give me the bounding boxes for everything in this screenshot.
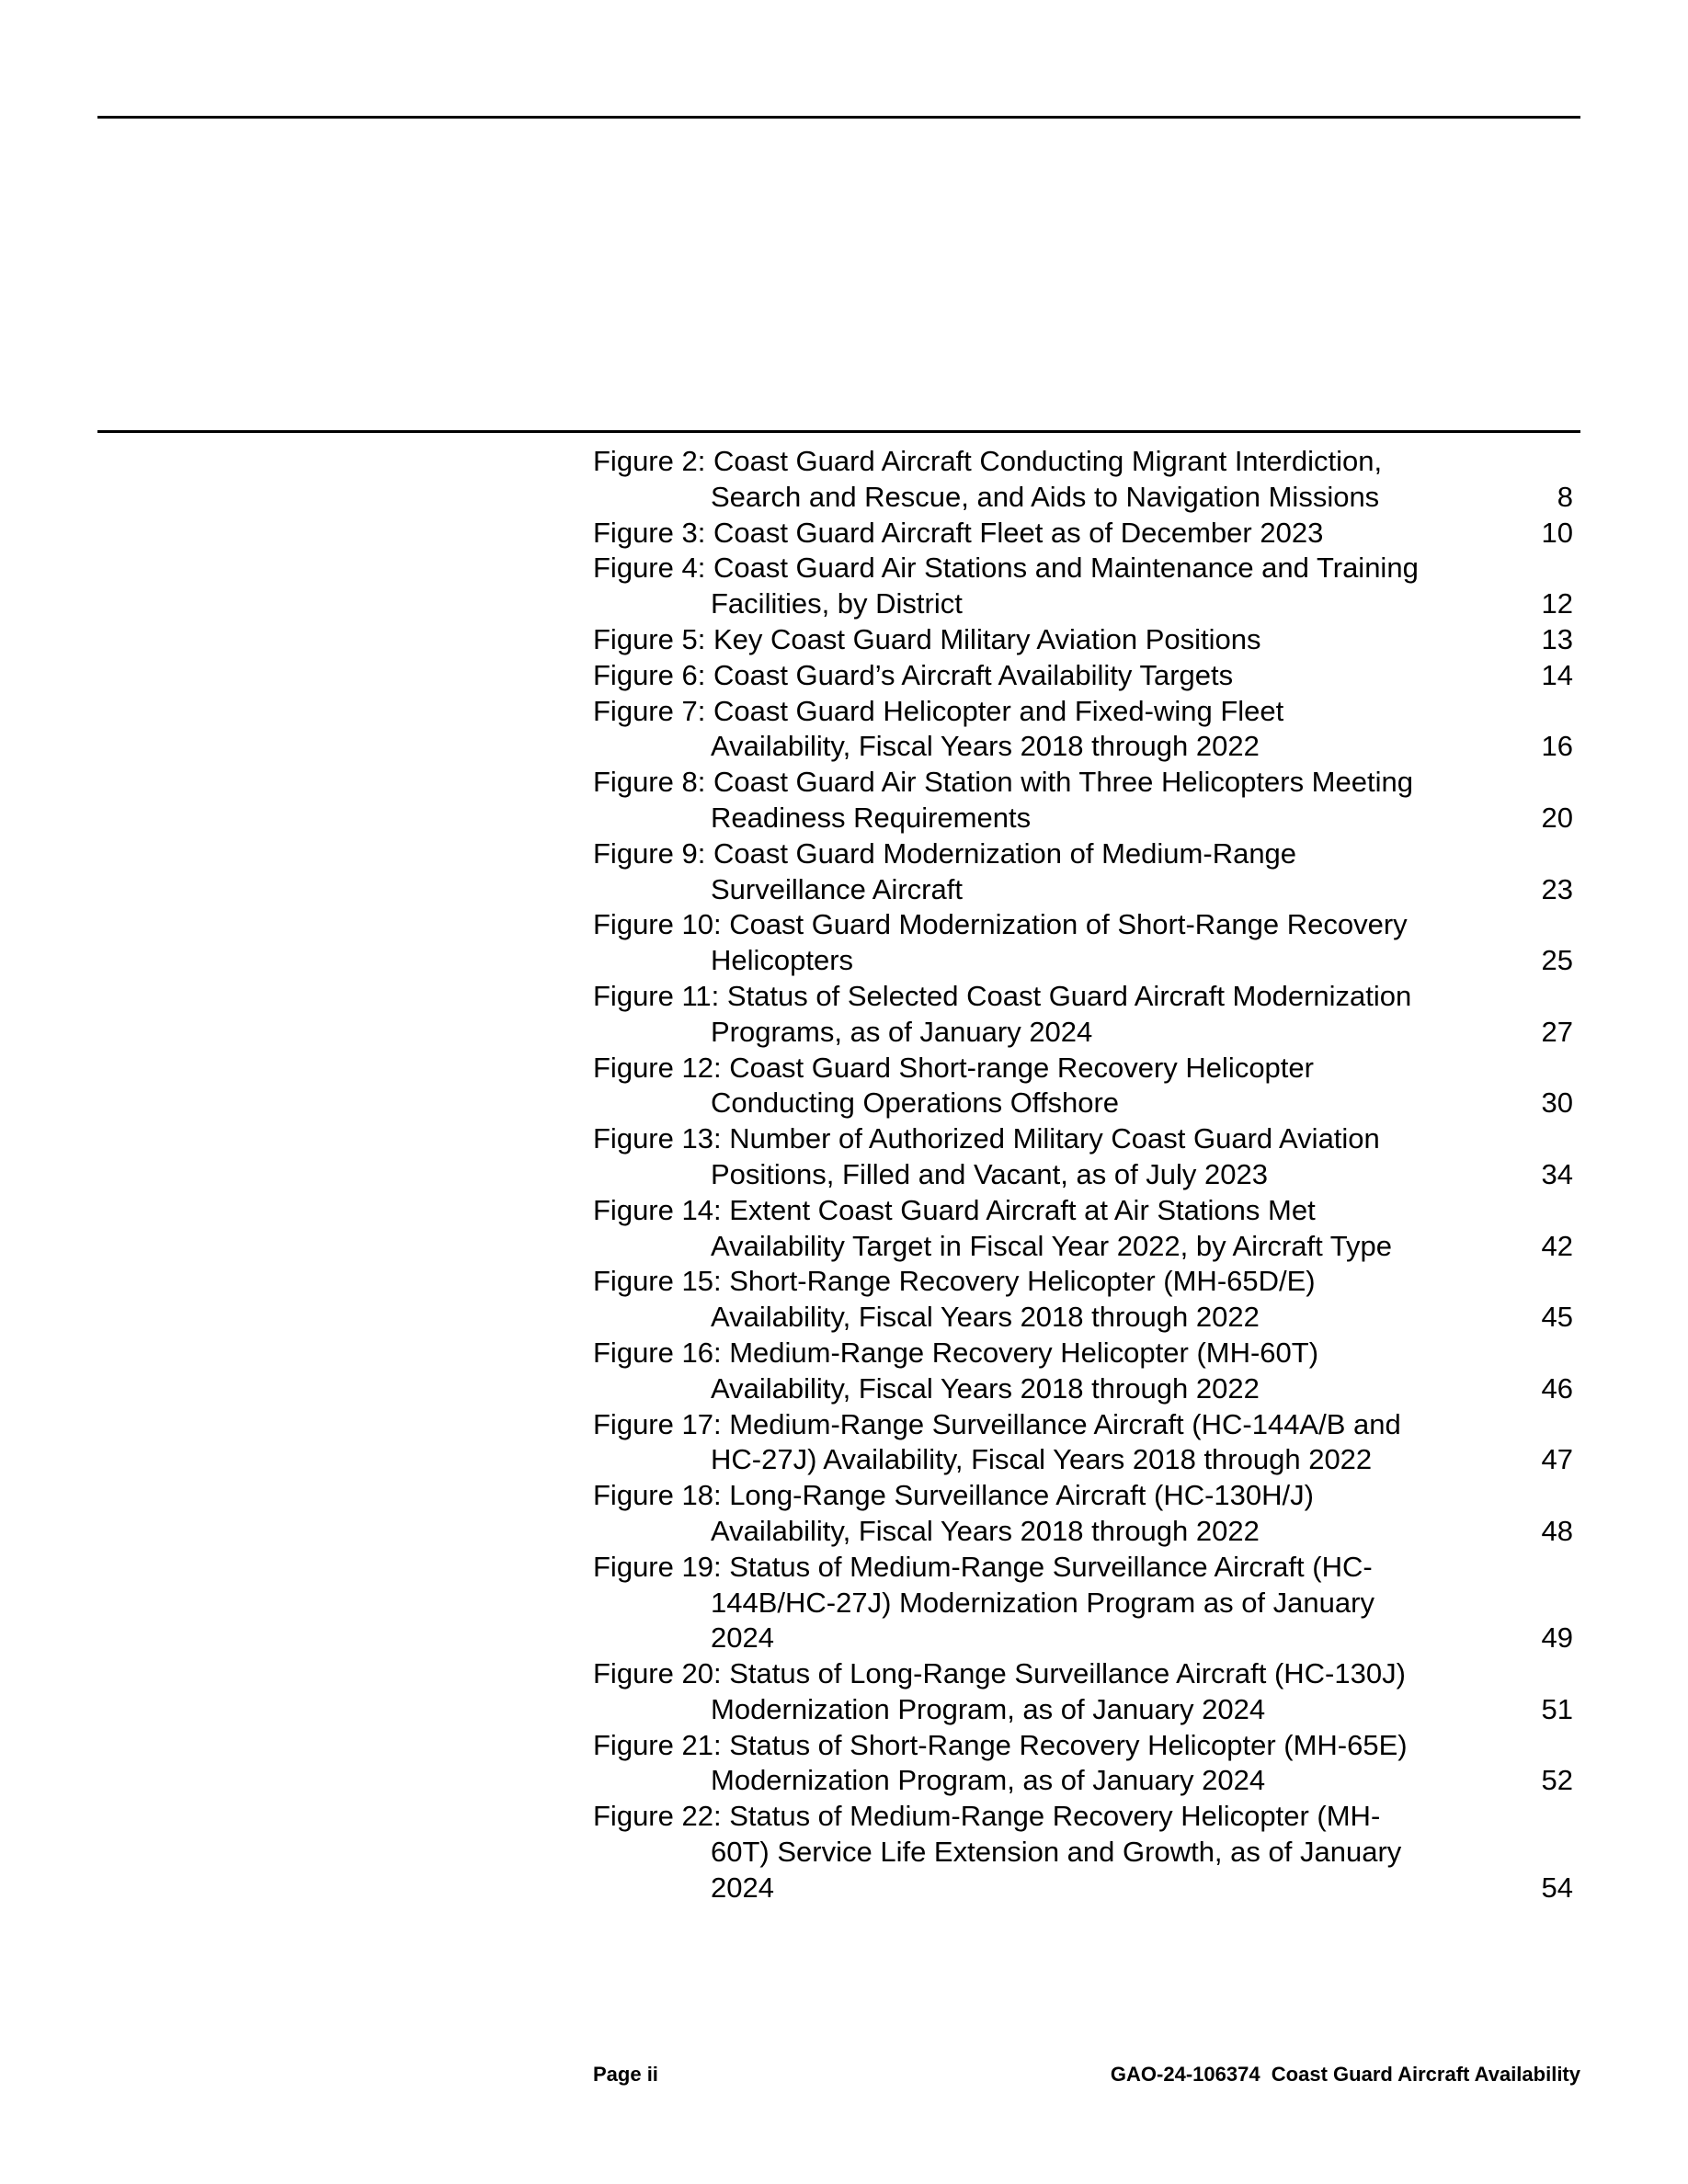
toc-entry-page-number: 25 [1541, 944, 1573, 977]
toc-entry-title-continued: Availability, Fiscal Years 2018 through 2022 [711, 1514, 1260, 1547]
toc-entry-title: Figure 15: Short-Range Recovery Helicopter (MH-65D/E) [593, 1265, 1316, 1298]
toc-entry[interactable] [593, 1550, 1584, 1656]
toc-entry-page-number: 16 [1541, 730, 1573, 763]
toc-entry-page-number: 52 [1541, 1764, 1573, 1797]
toc-entry-title-continued: Modernization Program, as of January 2024 [711, 1764, 1266, 1797]
toc-entry[interactable] [593, 444, 1584, 516]
toc-entry-title-continued: Availability, Fiscal Years 2018 through 2022 [711, 1301, 1260, 1334]
toc-entry-title: Figure 4: Coast Guard Air Stations and Maintenance and Training [593, 552, 1419, 585]
toc-entry[interactable] [593, 836, 1584, 908]
toc-entry[interactable] [593, 1264, 1584, 1336]
toc-entry-page-number: 13 [1541, 622, 1573, 655]
toc-entry-title-continued: 2024 [711, 1621, 774, 1655]
toc-entry-page-number: 49 [1541, 1621, 1573, 1655]
toc-entry-title: Figure 20: Status of Long-Range Surveillance Aircraft (HC-130J) [593, 1657, 1406, 1690]
toc-entry[interactable] [593, 622, 1584, 658]
toc-entry-title: Figure 19: Status of Medium-Range Surveillance Aircraft (HC- [593, 1550, 1373, 1583]
toc-entry-title-continued: Availability, Fiscal Years 2018 through 2022 [711, 1371, 1260, 1405]
toc-entry-page-number: 42 [1541, 1229, 1573, 1262]
toc-entry-page-number: 47 [1541, 1443, 1573, 1476]
toc-entry-title-continued: Facilities, by District [711, 587, 963, 620]
toc-entry[interactable] [593, 1193, 1584, 1265]
toc-entry-title: Figure 21: Status of Short-Range Recovery Helicopter (MH-65E) [593, 1728, 1408, 1761]
toc-entry-title-continued: Helicopters [711, 944, 854, 977]
toc-entry-title-continued: Modernization Program, as of January 2024 [711, 1692, 1266, 1725]
toc-entry-title: Figure 8: Coast Guard Air Station with Three Helicopters Meeting [593, 766, 1413, 799]
toc-entry-title: Figure 17: Medium-Range Surveillance Aircraft (HC-144A/B and [593, 1407, 1401, 1440]
toc-entry[interactable] [593, 551, 1584, 622]
toc-entry-page-number: 45 [1541, 1301, 1573, 1334]
toc-entry[interactable] [593, 1051, 1584, 1122]
toc-entry-title: Figure 13: Number of Authorized Military Coast Guard Aviation [593, 1122, 1380, 1155]
toc-entry-page-number: 51 [1541, 1692, 1573, 1725]
toc-entry-title: Figure 3: Coast Guard Aircraft Fleet as of December 2023 [593, 516, 1324, 549]
toc-entry-title-continued: Search and Rescue, and Aids to Navigation Missions [711, 480, 1380, 513]
toc-entry-title: Figure 16: Medium-Range Recovery Helicopter (MH-60T) [593, 1336, 1319, 1369]
toc-entry[interactable] [593, 1799, 1584, 1905]
toc-entry-page-number: 8 [1557, 480, 1573, 513]
toc-entry-title: Figure 11: Status of Selected Coast Guard Aircraft Modernization [593, 979, 1412, 1012]
toc-entry-page-number: 20 [1541, 801, 1573, 834]
toc-entry[interactable] [593, 516, 1584, 552]
toc-entry-title-continued: Conducting Operations Offshore [711, 1086, 1120, 1120]
list-of-figures [593, 444, 1584, 1906]
toc-entry[interactable] [593, 1336, 1584, 1407]
toc-entry[interactable] [593, 694, 1584, 766]
toc-entry-title-continued: Surveillance Aircraft [711, 872, 963, 905]
top-rule [97, 116, 1580, 119]
toc-entry-title: Figure 14: Extent Coast Guard Aircraft at Air Stations Met [593, 1193, 1316, 1226]
toc-entry-title: Figure 12: Coast Guard Short-range Recovery Helicopter [593, 1051, 1314, 1084]
section-rule [97, 430, 1580, 433]
footer-report-title: GAO-24-106374 Coast Guard Aircraft Availability [1110, 2063, 1580, 2086]
toc-entry-title: Figure 5: Key Coast Guard Military Aviation Positions [593, 622, 1261, 655]
toc-entry-page-number: 54 [1541, 1871, 1573, 1904]
toc-entry[interactable] [593, 658, 1584, 694]
toc-entry-page-number: 46 [1541, 1371, 1573, 1405]
toc-entry-title: Figure 22: Status of Medium-Range Recovery Helicopter (MH- [593, 1800, 1381, 1833]
footer-page-number: Page ii [593, 2063, 658, 2086]
toc-entry-title-continued: Positions, Filled and Vacant, as of July 2023 [711, 1157, 1268, 1190]
toc-entry-title-continued: Readiness Requirements [711, 801, 1032, 834]
toc-entry[interactable] [593, 1728, 1584, 1800]
toc-entry-page-number: 14 [1541, 658, 1573, 691]
toc-entry[interactable] [593, 1407, 1584, 1479]
toc-entry-page-number: 12 [1541, 587, 1573, 620]
toc-entry[interactable] [593, 907, 1584, 979]
toc-entry-page-number: 10 [1541, 516, 1573, 549]
toc-entry-title-continued: Programs, as of January 2024 [711, 1015, 1093, 1048]
toc-entry-page-number: 48 [1541, 1514, 1573, 1547]
toc-entry-title: Figure 18: Long-Range Surveillance Aircraft (HC-130H/J) [593, 1479, 1314, 1512]
toc-entry-title: Figure 2: Coast Guard Aircraft Conducting Migrant Interdiction, [593, 445, 1383, 477]
toc-entry[interactable] [593, 1121, 1584, 1193]
toc-entry-title-continued: HC-27J) Availability, Fiscal Years 2018 through 2022 [711, 1443, 1373, 1476]
toc-entry-title: Figure 10: Coast Guard Modernization of Short-Range Recovery [593, 908, 1408, 941]
toc-entry-title: Figure 6: Coast Guard’s Aircraft Availability Targets [593, 658, 1234, 691]
toc-entry-page-number: 23 [1541, 872, 1573, 905]
toc-entry-title-continued: 2024 [711, 1871, 774, 1904]
toc-entry-title-continued: 144B/HC-27J) Modernization Program as of January [711, 1586, 1374, 1619]
toc-entry[interactable] [593, 1478, 1584, 1550]
toc-entry-title: Figure 9: Coast Guard Modernization of Medium-Range [593, 836, 1297, 870]
toc-entry-title-continued: Availability, Fiscal Years 2018 through 2022 [711, 730, 1260, 763]
toc-entry[interactable] [593, 765, 1584, 836]
toc-entry-title-continued: Availability Target in Fiscal Year 2022, by Aircraft Type [711, 1229, 1392, 1262]
toc-entry-title: Figure 7: Coast Guard Helicopter and Fixed-wing Fleet [593, 694, 1284, 727]
toc-entry-page-number: 34 [1541, 1157, 1573, 1190]
toc-entry[interactable] [593, 1656, 1584, 1728]
toc-entry-page-number: 30 [1541, 1086, 1573, 1120]
toc-entry-title-continued: 60T) Service Life Extension and Growth, as of January [711, 1836, 1402, 1869]
toc-entry-page-number: 27 [1541, 1015, 1573, 1048]
toc-entry[interactable] [593, 979, 1584, 1051]
